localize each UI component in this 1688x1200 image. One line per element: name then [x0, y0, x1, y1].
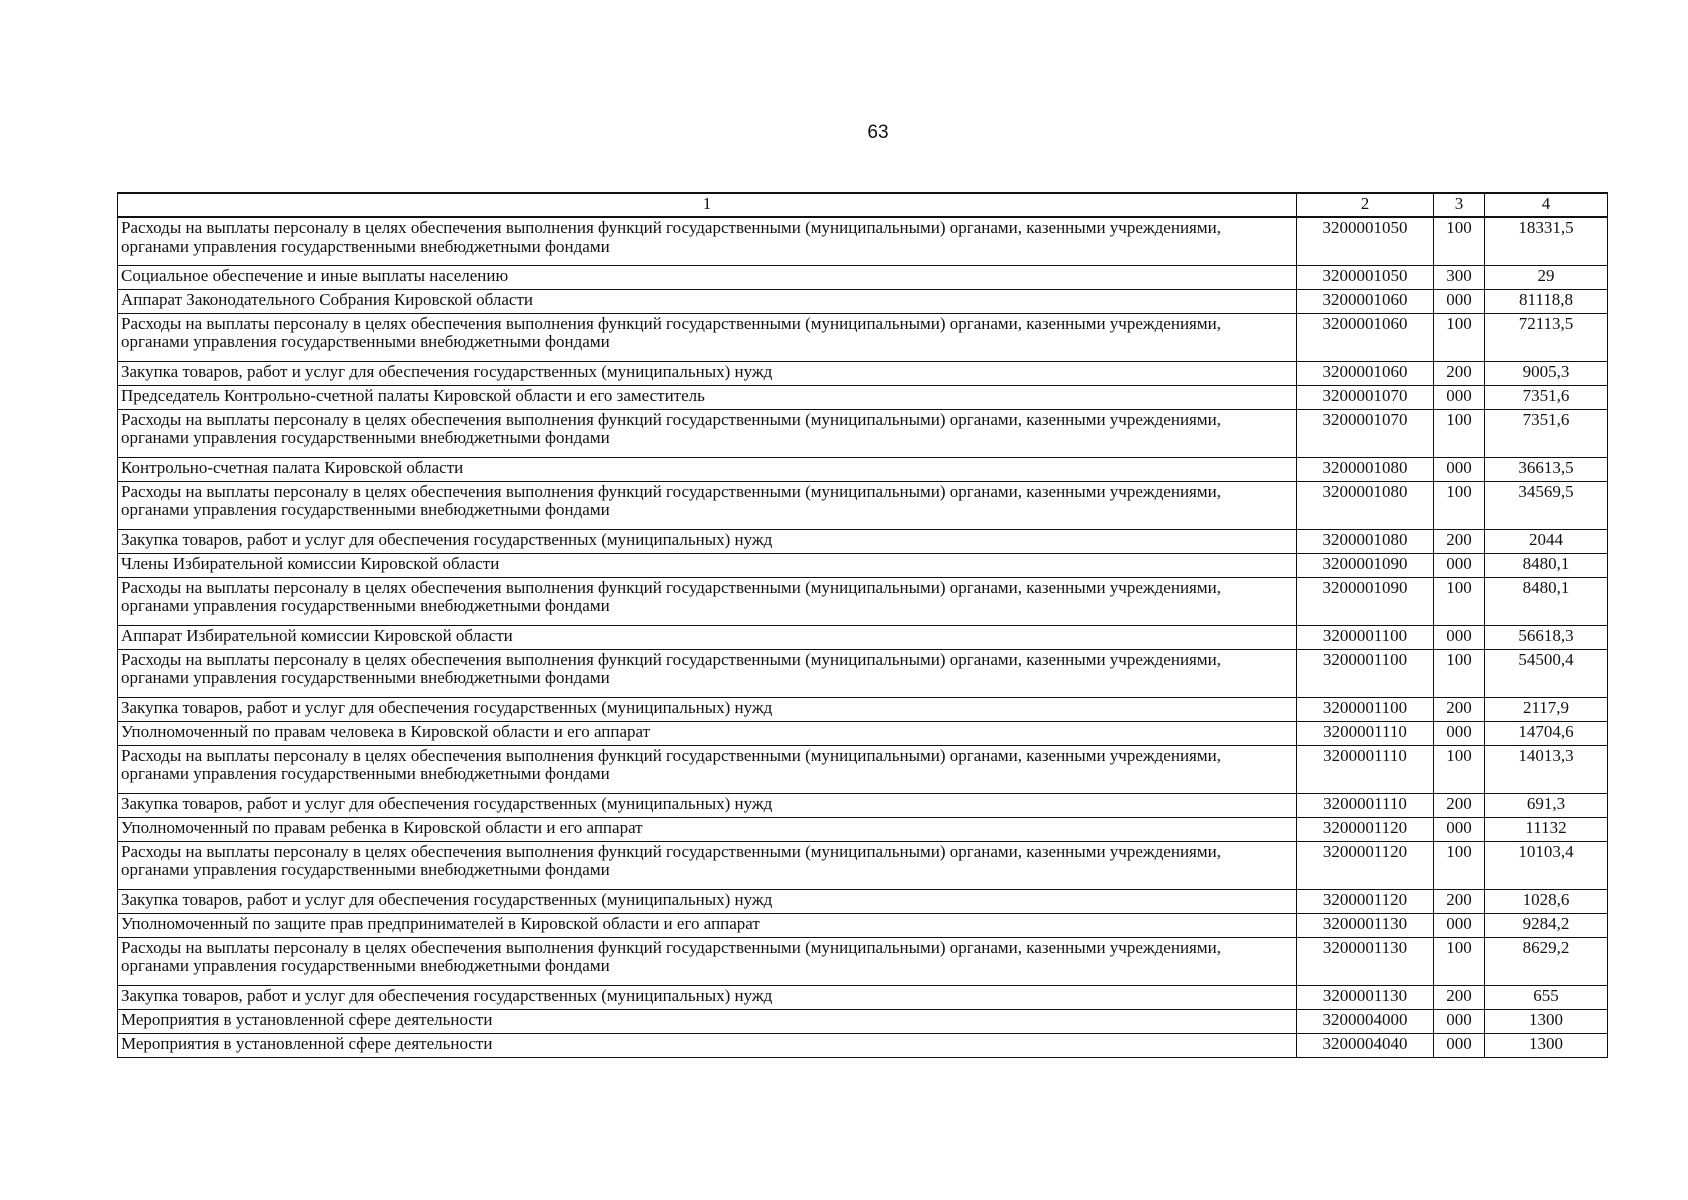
header-col-3: 3: [1434, 193, 1485, 217]
table-row: [118, 457, 1608, 481]
row-type-cell: 100: [1434, 313, 1485, 361]
row-sum-cell: 54500,4: [1485, 649, 1608, 697]
row-type-cell: 100: [1434, 649, 1485, 697]
row-type-cell: 000: [1434, 625, 1485, 649]
row-sum-cell: 81118,8: [1485, 289, 1608, 313]
row-type-cell: 000: [1434, 385, 1485, 409]
row-name-cell: Мероприятия в установленной сфере деятельности: [118, 1009, 1297, 1033]
table-row: [118, 289, 1608, 313]
budget-table: [117, 192, 1608, 1058]
table-row: [118, 553, 1608, 577]
table-row: [118, 913, 1608, 937]
row-type-cell: 100: [1434, 217, 1485, 265]
row-type-cell: 000: [1434, 1009, 1485, 1033]
row-type-cell: 100: [1434, 409, 1485, 457]
row-type-cell: 000: [1434, 1033, 1485, 1057]
row-code-cell: 3200001060: [1297, 313, 1434, 361]
row-sum-cell: 1300: [1485, 1033, 1608, 1057]
row-type-cell: 200: [1434, 697, 1485, 721]
row-code-cell: 3200001110: [1297, 745, 1434, 793]
row-type-cell: 000: [1434, 817, 1485, 841]
row-name-cell: Аппарат Законодательного Собрания Кировской области: [118, 289, 1297, 313]
table-row: [118, 721, 1608, 745]
row-name-cell: Закупка товаров, работ и услуг для обеспечения государственных (муниципальных) нужд: [118, 361, 1297, 385]
row-name-cell: Члены Избирательной комиссии Кировской области: [118, 553, 1297, 577]
table-row: [118, 889, 1608, 913]
table-row: [118, 529, 1608, 553]
row-sum-cell: 1300: [1485, 1009, 1608, 1033]
row-sum-cell: 9005,3: [1485, 361, 1608, 385]
row-sum-cell: 2117,9: [1485, 697, 1608, 721]
row-sum-cell: 11132: [1485, 817, 1608, 841]
row-name-cell: Закупка товаров, работ и услуг для обеспечения государственных (муниципальных) нужд: [118, 889, 1297, 913]
table-row: [118, 217, 1608, 265]
row-type-cell: 100: [1434, 841, 1485, 889]
row-sum-cell: 655: [1485, 985, 1608, 1009]
row-sum-cell: 18331,5: [1485, 217, 1608, 265]
header-row: [118, 193, 1608, 217]
row-name-cell: Уполномоченный по защите прав предпринимателей в Кировской области и его аппарат: [118, 913, 1297, 937]
row-code-cell: 3200001080: [1297, 481, 1434, 529]
row-sum-cell: 2044: [1485, 529, 1608, 553]
row-name-cell: Председатель Контрольно-счетной палаты Кировской области и его заместитель: [118, 385, 1297, 409]
table-row: [118, 577, 1608, 625]
row-code-cell: 3200004000: [1297, 1009, 1434, 1033]
row-name-cell: Закупка товаров, работ и услуг для обеспечения государственных (муниципальных) нужд: [118, 985, 1297, 1009]
row-code-cell: 3200001110: [1297, 793, 1434, 817]
row-type-cell: 100: [1434, 745, 1485, 793]
row-name-cell: Закупка товаров, работ и услуг для обеспечения государственных (муниципальных) нужд: [118, 793, 1297, 817]
row-name-cell: Контрольно-счетная палата Кировской области: [118, 457, 1297, 481]
table-header: [118, 193, 1608, 217]
row-type-cell: 300: [1434, 265, 1485, 289]
header-col-4: 4: [1485, 193, 1608, 217]
row-code-cell: 3200001120: [1297, 889, 1434, 913]
row-code-cell: 3200001100: [1297, 697, 1434, 721]
row-type-cell: 200: [1434, 361, 1485, 385]
row-code-cell: 3200001130: [1297, 937, 1434, 985]
row-sum-cell: 29: [1485, 265, 1608, 289]
row-name-cell: Закупка товаров, работ и услуг для обеспечения государственных (муниципальных) нужд: [118, 529, 1297, 553]
row-sum-cell: 1028,6: [1485, 889, 1608, 913]
row-sum-cell: 7351,6: [1485, 409, 1608, 457]
row-name-cell: Закупка товаров, работ и услуг для обеспечения государственных (муниципальных) нужд: [118, 697, 1297, 721]
table-row: [118, 841, 1608, 889]
row-name-cell: Расходы на выплаты персоналу в целях обеспечения выполнения функций государственными (муниципальными) органами, казенными учреждениями, органами управления государственными внебюджетными фондами: [118, 745, 1297, 793]
table-row: [118, 697, 1608, 721]
table-body: [118, 217, 1608, 1057]
row-code-cell: 3200001120: [1297, 841, 1434, 889]
table-row: [118, 937, 1608, 985]
row-sum-cell: 34569,5: [1485, 481, 1608, 529]
row-name-cell: Расходы на выплаты персоналу в целях обеспечения выполнения функций государственными (муниципальными) органами, казенными учреждениями, органами управления государственными внебюджетными фондами: [118, 649, 1297, 697]
row-type-cell: 200: [1434, 889, 1485, 913]
table-row: [118, 481, 1608, 529]
row-name-cell: Уполномоченный по правам ребенка в Кировской области и его аппарат: [118, 817, 1297, 841]
row-sum-cell: 10103,4: [1485, 841, 1608, 889]
row-code-cell: 3200001060: [1297, 361, 1434, 385]
row-name-cell: Расходы на выплаты персоналу в целях обеспечения выполнения функций государственными (муниципальными) органами, казенными учреждениями, органами управления государственными внебюджетными фондами: [118, 937, 1297, 985]
row-type-cell: 100: [1434, 577, 1485, 625]
row-sum-cell: 14013,3: [1485, 745, 1608, 793]
table-row: [118, 265, 1608, 289]
row-code-cell: 3200001080: [1297, 457, 1434, 481]
row-sum-cell: 8480,1: [1485, 577, 1608, 625]
row-code-cell: 3200001130: [1297, 985, 1434, 1009]
table-row: [118, 985, 1608, 1009]
row-code-cell: 3200001090: [1297, 553, 1434, 577]
table-row: [118, 625, 1608, 649]
table-row: [118, 1033, 1608, 1057]
row-name-cell: Расходы на выплаты персоналу в целях обеспечения выполнения функций государственными (муниципальными) органами, казенными учреждениями, органами управления государственными внебюджетными фондами: [118, 481, 1297, 529]
row-sum-cell: 14704,6: [1485, 721, 1608, 745]
row-sum-cell: 56618,3: [1485, 625, 1608, 649]
table-row: [118, 313, 1608, 361]
row-name-cell: Расходы на выплаты персоналу в целях обеспечения выполнения функций государственными (муниципальными) органами, казенными учреждениями, органами управления государственными внебюджетными фондами: [118, 217, 1297, 265]
row-sum-cell: 8629,2: [1485, 937, 1608, 985]
row-type-cell: 000: [1434, 289, 1485, 313]
row-code-cell: 3200001050: [1297, 217, 1434, 265]
header-col-1: 1: [118, 193, 1297, 217]
row-sum-cell: 7351,6: [1485, 385, 1608, 409]
row-sum-cell: 9284,2: [1485, 913, 1608, 937]
header-col-2: 2: [1297, 193, 1434, 217]
row-code-cell: 3200001070: [1297, 409, 1434, 457]
row-type-cell: 100: [1434, 481, 1485, 529]
row-sum-cell: 36613,5: [1485, 457, 1608, 481]
row-name-cell: Уполномоченный по правам человека в Кировской области и его аппарат: [118, 721, 1297, 745]
row-name-cell: Социальное обеспечение и иные выплаты населению: [118, 265, 1297, 289]
row-name-cell: Расходы на выплаты персоналу в целях обеспечения выполнения функций государственными (муниципальными) органами, казенными учреждениями, органами управления государственными внебюджетными фондами: [118, 409, 1297, 457]
table-row: [118, 385, 1608, 409]
row-type-cell: 100: [1434, 937, 1485, 985]
table-row: [118, 793, 1608, 817]
row-code-cell: 3200001080: [1297, 529, 1434, 553]
row-sum-cell: 691,3: [1485, 793, 1608, 817]
row-name-cell: Расходы на выплаты персоналу в целях обеспечения выполнения функций государственными (муниципальными) органами, казенными учреждениями, органами управления государственными внебюджетными фондами: [118, 313, 1297, 361]
row-code-cell: 3200001050: [1297, 265, 1434, 289]
row-type-cell: 200: [1434, 985, 1485, 1009]
table-row: [118, 361, 1608, 385]
row-name-cell: Расходы на выплаты персоналу в целях обеспечения выполнения функций государственными (муниципальными) органами, казенными учреждениями, органами управления государственными внебюджетными фондами: [118, 841, 1297, 889]
page-number: 63: [867, 122, 889, 143]
row-name-cell: Расходы на выплаты персоналу в целях обеспечения выполнения функций государственными (муниципальными) органами, казенными учреждениями, органами управления государственными внебюджетными фондами: [118, 577, 1297, 625]
row-code-cell: 3200004040: [1297, 1033, 1434, 1057]
row-type-cell: 200: [1434, 793, 1485, 817]
table-row: [118, 649, 1608, 697]
row-type-cell: 000: [1434, 913, 1485, 937]
table-row: [118, 745, 1608, 793]
row-code-cell: 3200001060: [1297, 289, 1434, 313]
row-type-cell: 000: [1434, 721, 1485, 745]
row-sum-cell: 72113,5: [1485, 313, 1608, 361]
row-sum-cell: 8480,1: [1485, 553, 1608, 577]
row-code-cell: 3200001120: [1297, 817, 1434, 841]
row-code-cell: 3200001090: [1297, 577, 1434, 625]
row-type-cell: 000: [1434, 457, 1485, 481]
row-name-cell: Аппарат Избирательной комиссии Кировской области: [118, 625, 1297, 649]
row-code-cell: 3200001070: [1297, 385, 1434, 409]
table-row: [118, 409, 1608, 457]
row-code-cell: 3200001100: [1297, 649, 1434, 697]
row-type-cell: 200: [1434, 529, 1485, 553]
row-type-cell: 000: [1434, 553, 1485, 577]
row-code-cell: 3200001130: [1297, 913, 1434, 937]
table-row: [118, 1009, 1608, 1033]
table-row: [118, 817, 1608, 841]
row-name-cell: Мероприятия в установленной сфере деятельности: [118, 1033, 1297, 1057]
row-code-cell: 3200001110: [1297, 721, 1434, 745]
row-code-cell: 3200001100: [1297, 625, 1434, 649]
